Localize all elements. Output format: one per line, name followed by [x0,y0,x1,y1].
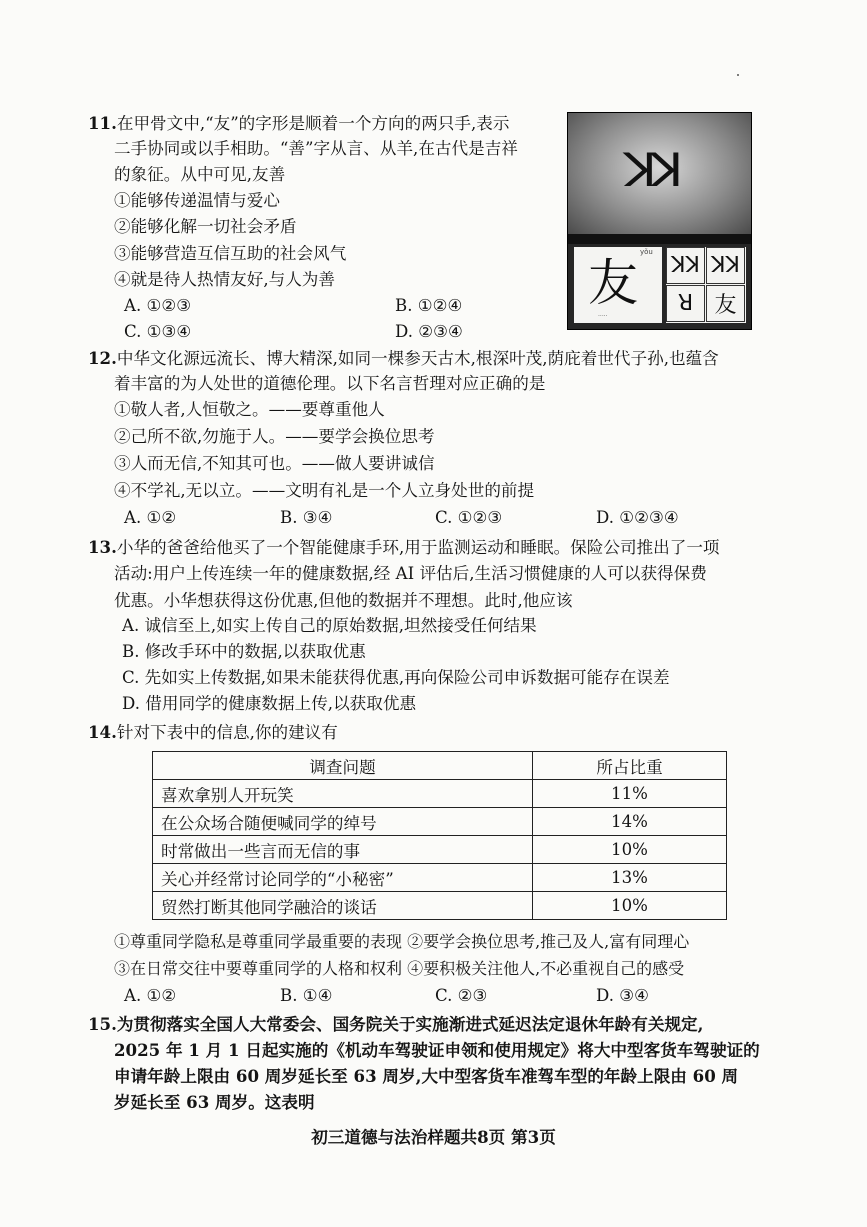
question-text-line: 在甲骨文中,“友”的字形是顺着一个方向的两只手,表示 [116,114,510,133]
statement-3: ③能够营造互信互助的社会风气 [114,244,347,263]
survey-table [152,751,727,920]
option-a[interactable]: A. 诚信至上,如实上传自己的原始数据,坦然接受任何结果 [122,616,537,635]
evolution-cell: ꓘꓘ [666,247,705,284]
option-a[interactable]: A. ①② [124,986,177,1005]
statement-row-2: ③在日常交往中要尊重同学的人格和权利 ④要积极关注他人,不必重视自己的感受 [114,959,685,978]
table-row [153,892,727,920]
option-d[interactable]: D. ②③④ [395,322,463,341]
evolution-cell: ꓤ [666,285,705,322]
question-number: 11. [88,113,117,133]
column-header: 所占比重 [533,752,727,780]
question-number: 14. [88,722,117,742]
option-c[interactable]: C. ①②③ [435,508,503,527]
percentage-cell: 11% [533,780,727,808]
option-d[interactable]: D. ①②③④ [596,508,679,527]
question-text-line: 为贯彻落实全国人大常委会、国务院关于实施渐进式延迟法定退休年龄有关规定, [116,1014,704,1034]
column-header: 调查问题 [153,752,533,780]
oracle-bone-rubbing [568,113,751,234]
table-row [153,836,727,864]
survey-question-cell: 关心并经常讨论同学的“小秘密” [153,864,533,892]
scan-speck [737,74,739,76]
question-text-line: 中华文化源远流长、博大精深,如同一棵参天古木,根深叶茂,荫庇着世代子孙,也蕴含 [116,349,719,368]
table-header-row [153,752,727,780]
option-d[interactable]: D. ③④ [596,986,650,1005]
question-text-line: 2025 年 1 月 1 日起实施的《机动车驾驶证申领和使用规定》将大中型客货车驾驶证的 [114,1040,760,1060]
survey-question-cell: 时常做出一些言而无信的事 [153,836,533,864]
statement-2: ②己所不欲,勿施于人。——要学会换位思考 [114,427,435,446]
option-c[interactable]: C. ②③ [435,986,488,1005]
question-stem: 针对下表中的信息,你的建议有 [116,723,338,742]
survey-question-cell: 喜欢拿别人开玩笑 [153,780,533,808]
option-c[interactable]: C. 先如实上传数据,如果未能获得优惠,再向保险公司申诉数据可能存在误差 [122,668,670,687]
percentage-cell: 10% [533,892,727,920]
statement-row-1: ①尊重同学隐私是尊重同学最重要的表现 ②要学会换位思考,推己及人,富有同理心 [114,932,690,951]
pinyin-mark: yǒu [640,248,653,256]
statement-1: ①敬人者,人恒敬之。——要尊重他人 [114,400,385,419]
oracle-glyph: ꓘꓘ [623,143,677,197]
percentage-cell: 13% [533,864,727,892]
question-text-line: 申请年龄上限由 60 周岁延长至 63 周岁,大中型客货车准驾车型的年龄上限由 60 周 [114,1066,739,1086]
script-evolution-grid [666,247,746,323]
modern-character: 友 [588,254,638,312]
option-a[interactable]: A. ①②③ [124,296,192,315]
table-row [153,864,727,892]
statement-4: ④就是待人热情友好,与人为善 [114,270,335,289]
table-row [153,780,727,808]
statement-2: ②能够化解一切社会矛盾 [114,217,297,236]
evolution-cell: 友 [706,285,745,322]
option-b[interactable]: B. ①④ [280,986,333,1005]
question-number: 15. [88,1014,117,1034]
percentage-cell: 10% [533,836,727,864]
statement-3: ③人而无信,不知其可也。——做人要讲诚信 [114,454,435,473]
option-d[interactable]: D. 借用同学的健康数据上传,以获取优惠 [122,694,417,713]
question-text-line: 小华的爸爸给他买了一个智能健康手环,用于监测运动和睡眠。保险公司推出了一项 [116,538,720,557]
percentage-cell: 14% [533,808,727,836]
question-text-line: 活动:用户上传连续一年的健康数据,经 AI 评估后,生活习惯健康的人可以获得保费 [114,564,707,583]
modern-character-panel [574,247,662,323]
question-text-line: 的象征。从中可见,友善 [114,165,286,184]
option-c[interactable]: C. ①③④ [124,322,192,341]
question-number: 13. [88,537,117,557]
question-text-line: 岁延长至 63 周岁。这表明 [114,1092,315,1112]
survey-question-cell: 贸然打断其他同学融洽的谈话 [153,892,533,920]
question-text-line: 着丰富的为人处世的道德伦理。以下名言哲理对应正确的是 [114,374,546,393]
option-b[interactable]: B. ③④ [280,508,333,527]
question-text-line: 优惠。小华想获得这份优惠,但他的数据并不理想。此时,他应该 [114,591,573,610]
table-row [153,808,727,836]
question-text-line: 二手协同或以手相助。“善”字从言、从羊,在古代是吉祥 [114,139,518,158]
oracle-bone-character-figure [567,112,752,330]
question-number: 12. [88,348,117,368]
caption-mark: ····· [598,313,608,320]
survey-question-cell: 在公众场合随便喊同学的绰号 [153,808,533,836]
evolution-cell: ꓘꓘ [706,247,745,284]
page-footer: 初三道德与法治样题共8页 第3页 [311,1127,556,1147]
option-b[interactable]: B. ①②④ [395,296,463,315]
option-a[interactable]: A. ①② [124,508,177,527]
statement-1: ①能够传递温情与爱心 [114,191,280,210]
option-b[interactable]: B. 修改手环中的数据,以获取优惠 [122,642,366,661]
statement-4: ④不学礼,无以立。——文明有礼是一个人立身处世的前提 [114,481,535,500]
